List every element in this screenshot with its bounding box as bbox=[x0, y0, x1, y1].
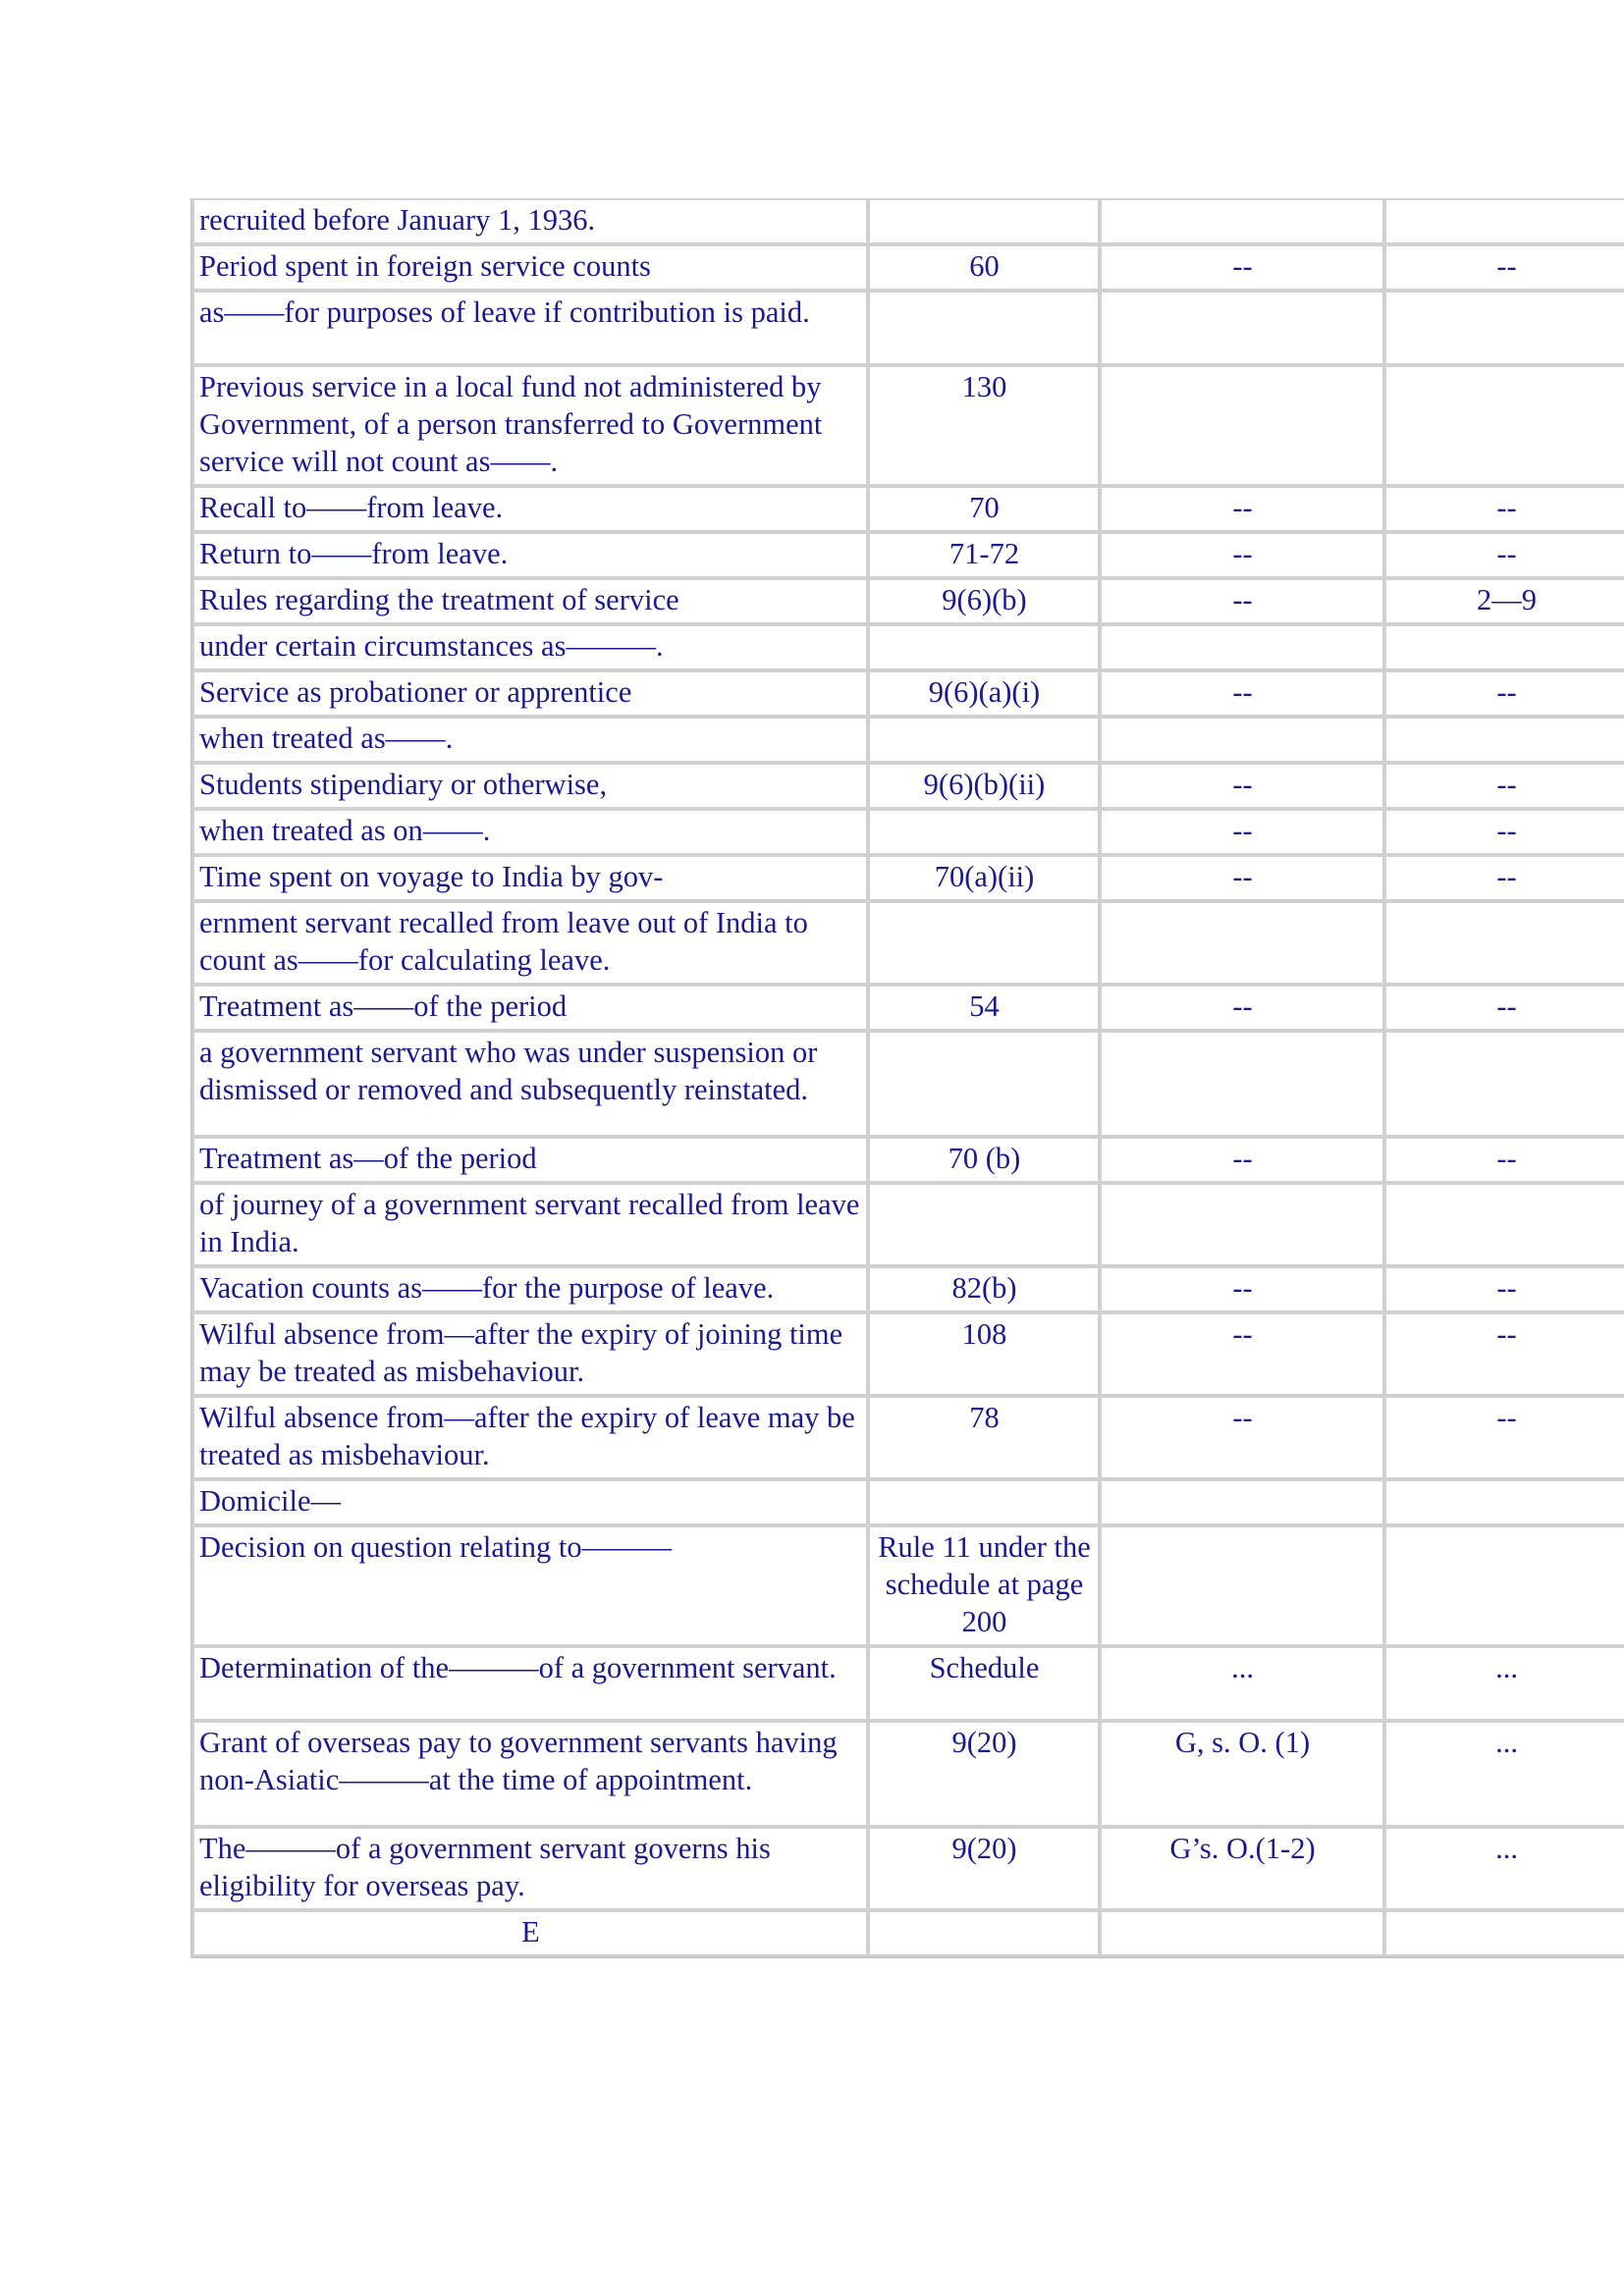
table-row bbox=[192, 486, 1624, 532]
entry-text: Students stipendiary or otherwise, bbox=[192, 763, 868, 809]
column-3-reference: -- bbox=[1100, 855, 1384, 901]
column-4-reference: -- bbox=[1384, 244, 1624, 291]
column-3-reference: ... bbox=[1100, 1646, 1384, 1721]
entry-text: Wilful absence from—after the expiry of joining time may be treated as misbehaviour. bbox=[192, 1312, 868, 1396]
rule-reference: 60 bbox=[868, 244, 1100, 291]
table-row bbox=[192, 855, 1624, 901]
entry-text: Period spent in foreign service counts bbox=[192, 244, 868, 291]
empty-cell bbox=[1384, 1910, 1624, 1956]
entry-text: ernment servant recalled from leave out of India to count as——for calculating leave. bbox=[192, 901, 868, 985]
column-4-reference: 2—9 bbox=[1384, 578, 1624, 624]
table-row bbox=[192, 1183, 1624, 1266]
column-4-reference: -- bbox=[1384, 1312, 1624, 1396]
entry-text: of journey of a government servant recalled from leave in India. bbox=[192, 1183, 868, 1266]
column-4-reference: -- bbox=[1384, 763, 1624, 809]
column-3-reference: -- bbox=[1100, 1312, 1384, 1396]
rule-reference bbox=[868, 624, 1100, 670]
column-3-reference bbox=[1100, 901, 1384, 985]
column-3-reference: -- bbox=[1100, 532, 1384, 578]
rule-reference: 78 bbox=[868, 1396, 1100, 1479]
column-3-reference bbox=[1100, 1031, 1384, 1137]
rule-reference: 9(6)(b)(ii) bbox=[868, 763, 1100, 809]
column-4-reference: ... bbox=[1384, 1646, 1624, 1721]
table-row bbox=[192, 901, 1624, 985]
entry-text: a government servant who was under suspension or dismissed or removed and subsequently reinstated. bbox=[192, 1031, 868, 1137]
column-4-reference bbox=[1384, 198, 1624, 244]
entry-text: Rules regarding the treatment of service bbox=[192, 578, 868, 624]
table-row bbox=[192, 578, 1624, 624]
column-4-reference bbox=[1384, 624, 1624, 670]
column-4-reference: ... bbox=[1384, 1721, 1624, 1827]
column-3-reference: -- bbox=[1100, 1137, 1384, 1183]
column-3-reference bbox=[1100, 198, 1384, 244]
entry-text: Grant of overseas pay to government servants having non-Asiatic———at the time of appointment. bbox=[192, 1721, 868, 1827]
column-3-reference bbox=[1100, 291, 1384, 365]
column-4-reference: -- bbox=[1384, 1396, 1624, 1479]
table-row bbox=[192, 985, 1624, 1031]
column-4-reference bbox=[1384, 1479, 1624, 1525]
rule-reference bbox=[868, 1479, 1100, 1525]
column-3-reference: -- bbox=[1100, 486, 1384, 532]
rule-reference: 9(20) bbox=[868, 1827, 1100, 1910]
table-row bbox=[192, 809, 1624, 855]
column-4-reference: -- bbox=[1384, 532, 1624, 578]
column-4-reference bbox=[1384, 1525, 1624, 1646]
column-3-reference bbox=[1100, 1525, 1384, 1646]
column-3-reference bbox=[1100, 365, 1384, 486]
index-table-body bbox=[192, 198, 1624, 1956]
column-3-reference: -- bbox=[1100, 244, 1384, 291]
rule-reference bbox=[868, 717, 1100, 763]
column-3-reference: -- bbox=[1100, 1266, 1384, 1312]
rule-reference: 130 bbox=[868, 365, 1100, 486]
entry-text: Recall to——from leave. bbox=[192, 486, 868, 532]
table-row bbox=[192, 244, 1624, 291]
empty-cell bbox=[868, 1910, 1100, 1956]
column-4-reference bbox=[1384, 717, 1624, 763]
rule-reference bbox=[868, 198, 1100, 244]
entry-text: under certain circumstances as———. bbox=[192, 624, 868, 670]
table-row bbox=[192, 1646, 1624, 1721]
table-row bbox=[192, 1525, 1624, 1646]
entry-text: Wilful absence from—after the expiry of leave may be treated as misbehaviour. bbox=[192, 1396, 868, 1479]
column-3-reference: -- bbox=[1100, 985, 1384, 1031]
rule-reference: 70 (b) bbox=[868, 1137, 1100, 1183]
column-4-reference: -- bbox=[1384, 670, 1624, 717]
column-3-reference: -- bbox=[1100, 1396, 1384, 1479]
rule-reference: 70(a)(ii) bbox=[868, 855, 1100, 901]
table-row bbox=[192, 1266, 1624, 1312]
rule-reference bbox=[868, 1031, 1100, 1137]
column-3-reference bbox=[1100, 624, 1384, 670]
entry-text: recruited before January 1, 1936. bbox=[192, 198, 868, 244]
entry-text: Treatment as——of the period bbox=[192, 985, 868, 1031]
rule-reference: 9(6)(b) bbox=[868, 578, 1100, 624]
table-row bbox=[192, 1137, 1624, 1183]
rule-reference: 108 bbox=[868, 1312, 1100, 1396]
column-4-reference: ... bbox=[1384, 1827, 1624, 1910]
rule-reference: Schedule bbox=[868, 1646, 1100, 1721]
column-3-reference bbox=[1100, 1183, 1384, 1266]
table-row bbox=[192, 763, 1624, 809]
index-table bbox=[190, 198, 1624, 1958]
column-3-reference: -- bbox=[1100, 670, 1384, 717]
table-row bbox=[192, 1312, 1624, 1396]
rule-reference: 71-72 bbox=[868, 532, 1100, 578]
column-3-reference: -- bbox=[1100, 763, 1384, 809]
rule-reference: 54 bbox=[868, 985, 1100, 1031]
table-row bbox=[192, 1479, 1624, 1525]
column-3-reference bbox=[1100, 1479, 1384, 1525]
entry-text: Vacation counts as——for the purpose of leave. bbox=[192, 1266, 868, 1312]
rule-reference bbox=[868, 809, 1100, 855]
column-4-reference: -- bbox=[1384, 985, 1624, 1031]
rule-reference: Rule 11 under the schedule at page 200 bbox=[868, 1525, 1100, 1646]
table-row bbox=[192, 1396, 1624, 1479]
column-4-reference: -- bbox=[1384, 1137, 1624, 1183]
column-4-reference: -- bbox=[1384, 1266, 1624, 1312]
rule-reference bbox=[868, 291, 1100, 365]
table-row bbox=[192, 1910, 1624, 1956]
section-heading: E bbox=[192, 1910, 868, 1956]
entry-text: as——for purposes of leave if contribution is paid. bbox=[192, 291, 868, 365]
table-row bbox=[192, 532, 1624, 578]
column-3-reference: -- bbox=[1100, 578, 1384, 624]
entry-text: when treated as——. bbox=[192, 717, 868, 763]
rule-reference: 9(20) bbox=[868, 1721, 1100, 1827]
entry-text: The———of a government servant governs his eligibility for overseas pay. bbox=[192, 1827, 868, 1910]
rule-reference: 82(b) bbox=[868, 1266, 1100, 1312]
empty-cell bbox=[1100, 1910, 1384, 1956]
column-4-reference: -- bbox=[1384, 486, 1624, 532]
entry-text: Service as probationer or apprentice bbox=[192, 670, 868, 717]
column-3-reference: G, s. O. (1) bbox=[1100, 1721, 1384, 1827]
column-4-reference bbox=[1384, 365, 1624, 486]
column-4-reference bbox=[1384, 1183, 1624, 1266]
entry-text: Treatment as—of the period bbox=[192, 1137, 868, 1183]
column-4-reference: -- bbox=[1384, 855, 1624, 901]
entry-text: Previous service in a local fund not administered by Government, of a person transferred to Government service will not count as——. bbox=[192, 365, 868, 486]
table-row bbox=[192, 198, 1624, 244]
rule-reference bbox=[868, 1183, 1100, 1266]
column-3-reference bbox=[1100, 717, 1384, 763]
column-3-reference: G’s. O.(1-2) bbox=[1100, 1827, 1384, 1910]
entry-text: Domicile— bbox=[192, 1479, 868, 1525]
entry-text: Determination of the———of a government servant. bbox=[192, 1646, 868, 1721]
table-row bbox=[192, 717, 1624, 763]
entry-text: Return to——from leave. bbox=[192, 532, 868, 578]
column-4-reference bbox=[1384, 291, 1624, 365]
table-row bbox=[192, 1721, 1624, 1827]
rule-reference: 9(6)(a)(i) bbox=[868, 670, 1100, 717]
entry-text: Decision on question relating to——— bbox=[192, 1525, 868, 1646]
entry-text: Time spent on voyage to India by gov- bbox=[192, 855, 868, 901]
column-3-reference: -- bbox=[1100, 809, 1384, 855]
column-4-reference: -- bbox=[1384, 809, 1624, 855]
column-4-reference bbox=[1384, 901, 1624, 985]
column-4-reference bbox=[1384, 1031, 1624, 1137]
table-row bbox=[192, 670, 1624, 717]
entry-text: when treated as on——. bbox=[192, 809, 868, 855]
table-row bbox=[192, 365, 1624, 486]
table-row bbox=[192, 291, 1624, 365]
rule-reference: 70 bbox=[868, 486, 1100, 532]
table-row bbox=[192, 1827, 1624, 1910]
table-row bbox=[192, 624, 1624, 670]
table-row bbox=[192, 1031, 1624, 1137]
rule-reference bbox=[868, 901, 1100, 985]
